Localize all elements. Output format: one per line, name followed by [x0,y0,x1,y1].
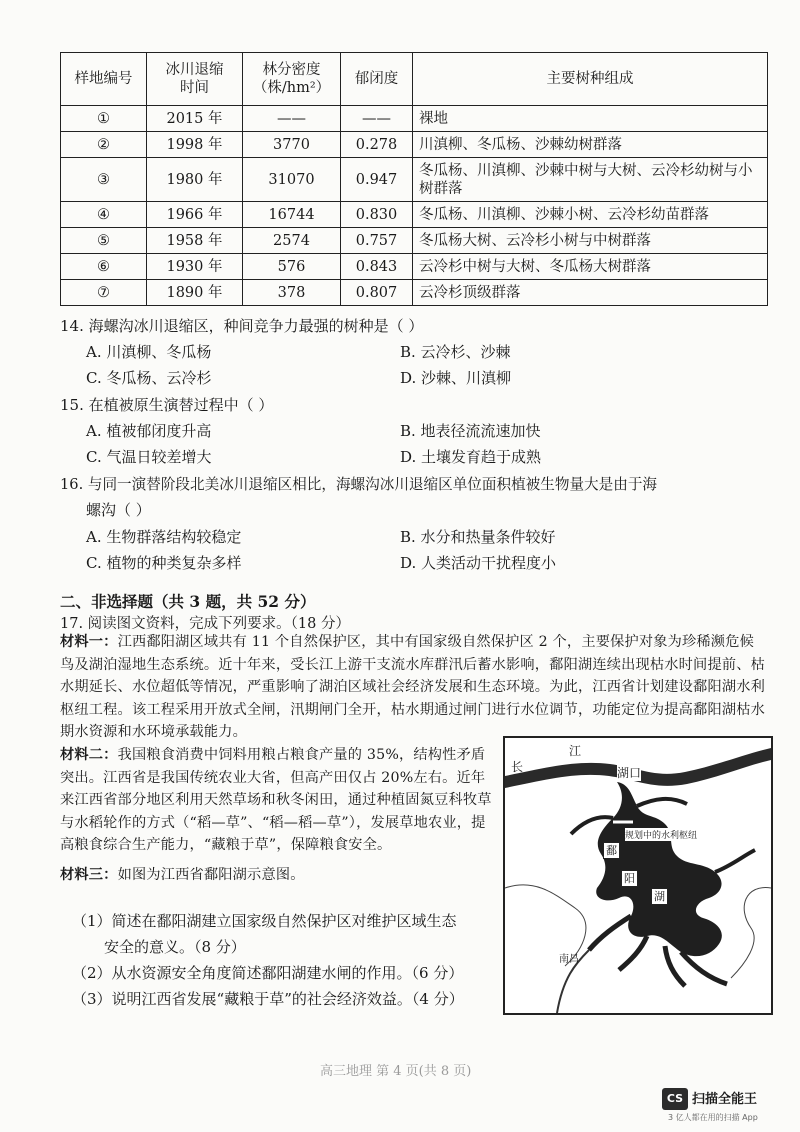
cell-species: 冬瓜杨大树、云冷杉小树与中树群落 [413,228,768,254]
q14-option-a: A. 川滇柳、冬瓜杨 [86,343,212,361]
cell-species: 冬瓜杨、川滇柳、沙棘中树与大树、云冷杉幼树与小树群落 [413,158,768,202]
material-2-text: 我国粮食消费中饲料用粮占粮食产量的 35%，结构性矛盾突出。江西省是我国传统农业大省，但高产田仅占 20%左右。近年来江西省部分地区利用天然草场和秋冬闲田，通过种植固氮豆科牧草与水稻轮作的方式（“稻—草”、“稻—稻—草”），发展草地农业，提高粮食综合生产能力，“藏粮于草”，保障粮食安全。 [60,747,492,853]
camscanner-logo: CS [662,1088,688,1110]
q17-sub1-cont: 安全的意义。（8 分） [104,938,246,956]
q16-option-d: D. 人类活动干扰程度小 [400,554,557,572]
material-3-label: 材料三： [60,867,118,883]
cell-id: ① [61,106,147,132]
header-density: 林分密度 （株/hm²） [243,53,341,106]
label-jiang: 江 [569,744,582,758]
cell-canopy: 0.278 [341,132,413,158]
table-row [61,158,768,202]
cell-density: 378 [243,280,341,306]
q15-option-c: C. 气温日较差增大 [86,448,212,466]
header-retreat-time: 冰川退缩 时间 [147,53,243,106]
table-row [61,254,768,280]
header-species: 主要树种组成 [413,53,768,106]
q14-option-b: B. 云冷杉、沙棘 [400,343,511,361]
cell-id: ⑥ [61,254,147,280]
cell-density: 31070 [243,158,341,202]
question-14-stem: 14. 海螺沟冰川退缩区，种间竞争力最强的树种是（ ） [60,317,424,335]
q14-option-d: D. 沙棘、川滇柳 [400,369,512,387]
question-16-stem-cont: 螺沟（ ） [86,501,151,519]
cell-density: —— [243,106,341,132]
watermark-name: 扫描全能王 [692,1092,758,1107]
cell-density: 3770 [243,132,341,158]
cell-density: 576 [243,254,341,280]
material-3 [60,864,492,887]
table-row [61,106,768,132]
cell-canopy: 0.807 [341,280,413,306]
material-2 [60,744,492,857]
header-canopy: 郁闭度 [341,53,413,106]
label-hukou: 湖口 [617,766,642,780]
cell-time: 2015 年 [147,106,243,132]
watermark-subtitle: 3 亿人都在用的扫描 App [668,1113,758,1122]
cell-canopy: 0.830 [341,202,413,228]
q16-option-b: B. 水分和热量条件较好 [400,528,556,546]
q15-option-a: A. 植被郁闭度升高 [86,422,212,440]
lake-body [596,782,722,956]
header-plot-id: 样地编号 [61,53,147,106]
cell-canopy: 0.843 [341,254,413,280]
q17-sub3: （3）说明江西省发展“藏粮于草”的社会经济效益。（4 分） [72,990,464,1008]
chip-hu: 湖 [651,888,668,905]
table-row [61,132,768,158]
material-1-label: 材料一： [60,634,118,650]
material-3-text: 如图为江西省鄱阳湖示意图。 [117,867,305,883]
label-chang: 长 [511,760,524,774]
table-row [61,202,768,228]
cell-species: 冬瓜杨、川滇柳、沙棘小树、云冷杉幼苗群落 [413,202,768,228]
cell-species: 川滇柳、冬瓜杨、沙棘幼树群落 [413,132,768,158]
q16-option-c: C. 植物的种类复杂多样 [86,554,242,572]
question-17-intro: 17. 阅读图文资料，完成下列要求。（18 分） [60,616,350,632]
q14-option-c: C. 冬瓜杨、云冷杉 [86,369,212,387]
material-1 [60,631,768,744]
cell-species: 裸地 [413,106,768,132]
cell-species: 云冷杉中树与大树、冬瓜杨大树群落 [413,254,768,280]
cell-id: ⑤ [61,228,147,254]
chip-po: 鄱 [603,842,620,859]
q16-option-a: A. 生物群落结构较稳定 [86,528,242,546]
section-heading: 二、非选择题（共 3 题，共 52 分） [60,592,316,611]
q17-sub2: （2）从水资源安全角度简述鄱阳湖建水闸的作用。（6 分） [72,964,464,982]
poyang-lake-map [503,736,773,1015]
table-row [61,228,768,254]
chip-yang: 阳 [621,870,638,887]
cell-id: ② [61,132,147,158]
q15-option-d: D. 土壤发育趋于成熟 [400,448,542,466]
cell-id: ③ [61,158,147,202]
q17-sub1: （1）简述在鄱阳湖建立国家级自然保护区对维护区域生态 [72,912,457,930]
cell-time: 1930 年 [147,254,243,280]
table-row [61,280,768,306]
cell-canopy: —— [341,106,413,132]
cell-density: 2574 [243,228,341,254]
scanner-watermark [662,1086,790,1126]
cell-time: 1966 年 [147,202,243,228]
cell-time: 1980 年 [147,158,243,202]
label-nanchang: 南昌 [559,954,579,965]
question-16-stem: 16. 与同一演替阶段北美冰川退缩区相比，海螺沟冰川退缩区单位面积植被生物量大是由于海 [60,476,658,493]
cell-canopy: 0.947 [341,158,413,202]
page-footer: 高三地理 第 4 页(共 8 页) [320,1064,472,1079]
material-1-text: 江西鄱阳湖区域共有 11 个自然保护区，其中有国家级自然保护区 2 个，主要保护对象为珍稀濒危候鸟及湖泊湿地生态系统。近十年来，受长江上游干支流水库群汛后蓄水影响，鄱阳湖连续出现枯水时间提前、枯水期延长、水位超低等情况，严重影响了湖泊区域社会经济发展和生态环境。为此，江西省计划建设鄱阳湖水利枢纽工程。该工程采用开放式全闸，汛期闸门全开，枯水期通过闸门进行水位调节，功能定位为提高鄱阳湖枯水期水资源和水环境承载能力。 [60,634,765,740]
cell-id: ⑦ [61,280,147,306]
q15-option-b: B. 地表径流流速加快 [400,422,541,440]
cell-density: 16744 [243,202,341,228]
material-2-label: 材料二： [60,747,118,763]
cell-id: ④ [61,202,147,228]
label-dam: 规划中的水利枢纽 [625,828,697,841]
question-15-stem: 15. 在植被原生演替过程中（ ） [60,396,274,414]
sample-plot-table [60,52,768,306]
cell-canopy: 0.757 [341,228,413,254]
cell-species: 云冷杉顶级群落 [413,280,768,306]
cell-time: 1958 年 [147,228,243,254]
cell-time: 1890 年 [147,280,243,306]
cell-time: 1998 年 [147,132,243,158]
